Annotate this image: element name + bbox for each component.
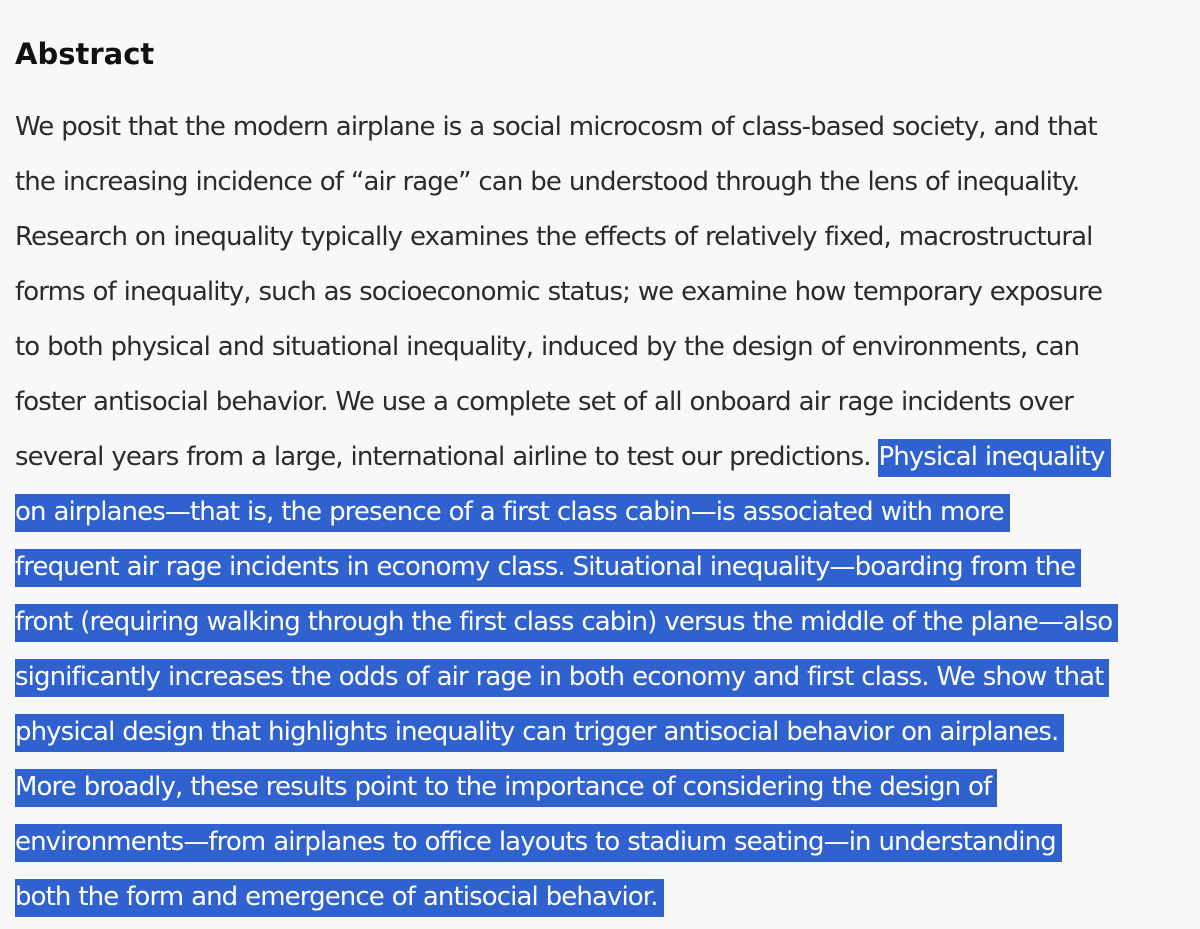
line-text: Research on inequality typically examines the effects of relatively fixed, macrostructural [15, 222, 1093, 252]
text-line [15, 320, 1185, 375]
line-text: to both physical and situational inequality, induced by the design of environments, can [15, 332, 1080, 362]
text-line [15, 155, 1185, 210]
text-line [15, 760, 1185, 815]
selected-text[interactable]: front (requiring walking through the first class cabin) versus the middle of the plane—also [15, 604, 1118, 642]
text-line [15, 870, 1185, 925]
text-line [15, 430, 1185, 485]
selected-text[interactable]: both the form and emergence of antisocial behavior. [15, 879, 664, 917]
selected-text[interactable]: physical design that highlights inequality can trigger antisocial behavior on airplanes. [15, 714, 1064, 752]
section-heading: Abstract [15, 37, 155, 71]
abstract-paragraph[interactable] [15, 100, 1185, 925]
text-line [15, 375, 1185, 430]
text-line [15, 705, 1185, 760]
text-line [15, 540, 1185, 595]
line-text: the increasing incidence of “air rage” can be understood through the lens of inequality. [15, 167, 1080, 197]
selected-text[interactable]: significantly increases the odds of air rage in both economy and first class. We show that [15, 659, 1109, 697]
text-line [15, 485, 1185, 540]
line-text: several years from a large, international airline to test our predictions. [15, 442, 879, 472]
line-text: We posit that the modern airplane is a social microcosm of class-based society, and that [15, 112, 1097, 142]
line-text: foster antisocial behavior. We use a complete set of all onboard air rage incidents over [15, 387, 1074, 417]
text-line [15, 100, 1185, 155]
selected-text[interactable]: environments—from airplanes to office layouts to stadium seating—in understanding [15, 824, 1062, 862]
selected-text[interactable]: frequent air rage incidents in economy class. Situational inequality—boarding from the [15, 549, 1081, 587]
text-line [15, 650, 1185, 705]
text-line [15, 265, 1185, 320]
text-line [15, 815, 1185, 870]
text-line [15, 595, 1185, 650]
line-text: forms of inequality, such as socioeconomic status; we examine how temporary exposure [15, 277, 1103, 307]
selected-text[interactable]: Physical inequality [878, 439, 1110, 477]
text-line [15, 210, 1185, 265]
selected-text[interactable]: on airplanes—that is, the presence of a first class cabin—is associated with more [15, 494, 1010, 532]
selected-text[interactable]: More broadly, these results point to the importance of considering the design of [15, 769, 997, 807]
